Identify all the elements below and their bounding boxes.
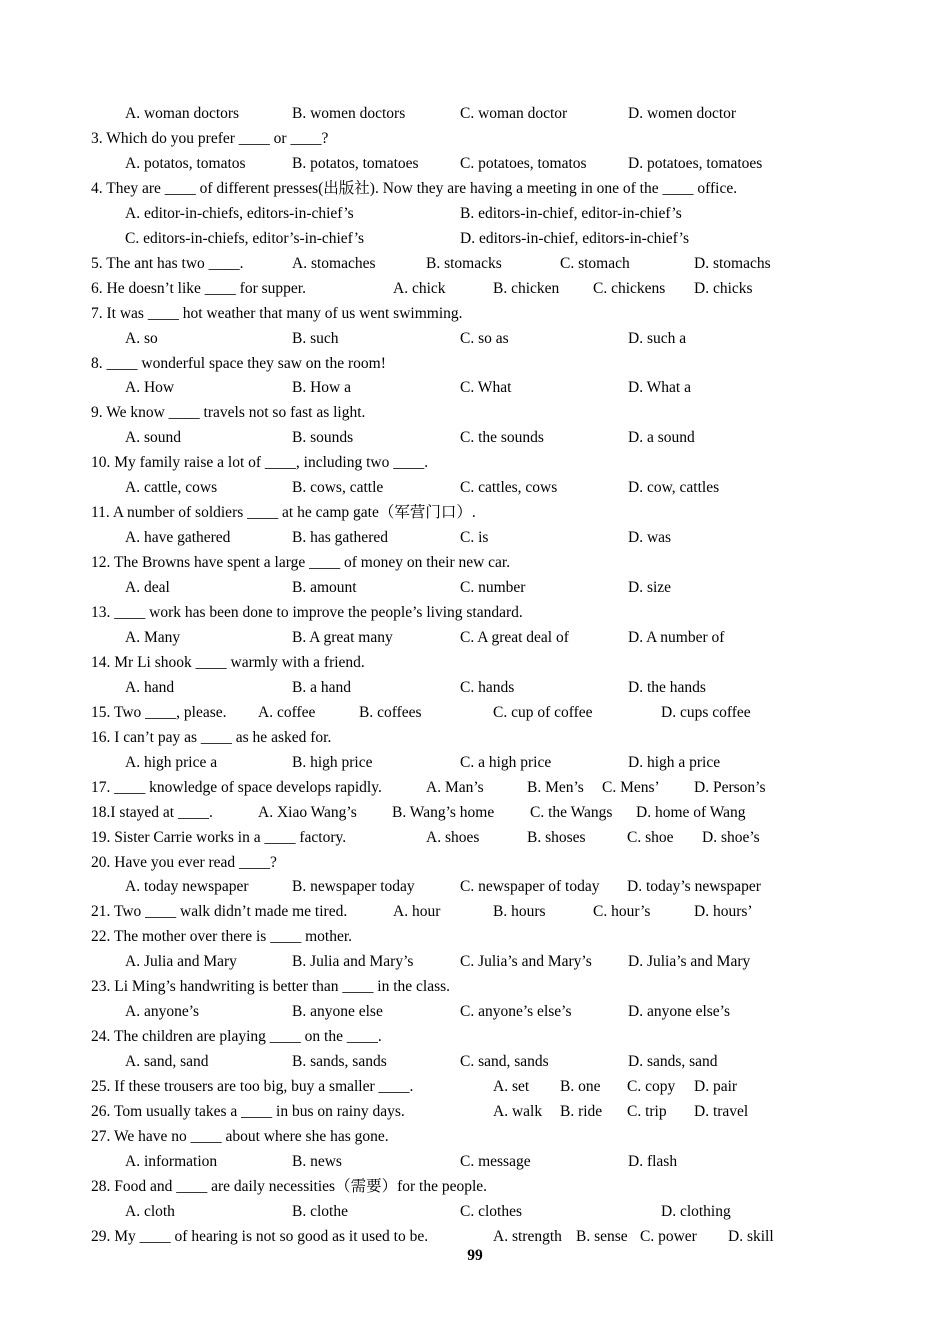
answer-option: B. sense bbox=[576, 1227, 628, 1245]
answer-option: B. A great many bbox=[292, 628, 393, 646]
options-row bbox=[0, 1050, 950, 1074]
answer-option: A. Xiao Wang’s bbox=[258, 803, 357, 821]
question-text: 28. Food and ____ are daily necessities（需要）for the people. bbox=[91, 1177, 488, 1195]
answer-option: A. deal bbox=[125, 579, 170, 597]
question-text: 25. If these trousers are too big, buy a smaller ____. bbox=[91, 1078, 414, 1096]
question-text: 3. Which do you prefer ____ or ____? bbox=[91, 129, 329, 147]
answer-option: D. sands, sand bbox=[628, 1053, 718, 1071]
answer-option: C. newspaper of today bbox=[460, 878, 600, 896]
answer-option: B. chicken bbox=[493, 279, 560, 297]
question-row bbox=[0, 277, 950, 301]
answer-option: C. is bbox=[460, 529, 489, 547]
question-row bbox=[0, 177, 950, 201]
answer-option: B. shoses bbox=[527, 828, 586, 846]
answer-option: C. A great deal of bbox=[460, 628, 569, 646]
answer-option: D. clothing bbox=[661, 1202, 731, 1220]
answer-option: C. Julia’s and Mary’s bbox=[460, 953, 592, 971]
answer-option: D. pair bbox=[694, 1078, 738, 1096]
question-text: 4. They are ____ of different presses(出版社). Now they are having a meeting in one of the ____ office. bbox=[91, 179, 738, 197]
answer-option: A. sand, sand bbox=[125, 1053, 209, 1071]
answer-option: D. travel bbox=[694, 1103, 749, 1120]
answer-option: D. cow, cattles bbox=[628, 479, 720, 497]
answer-option: D. the hands bbox=[628, 678, 706, 696]
options-row bbox=[0, 202, 950, 226]
question-row bbox=[0, 651, 950, 675]
answer-option: B. amount bbox=[292, 579, 357, 597]
question-text: 10. My family raise a lot of ____, including two ____. bbox=[91, 454, 429, 472]
answer-option: A. Julia and Mary bbox=[125, 953, 237, 971]
answer-option: C. cup of coffee bbox=[493, 703, 593, 721]
answer-option: B. coffees bbox=[359, 703, 422, 721]
options-row bbox=[0, 152, 950, 176]
answer-option: B. Julia and Mary’s bbox=[292, 953, 414, 971]
answer-option: B. high price bbox=[292, 753, 373, 771]
answer-option: B. has gathered bbox=[292, 529, 388, 547]
question-text: 16. I can’t pay as ____ as he asked for. bbox=[91, 728, 332, 746]
answer-option: A. chick bbox=[393, 279, 446, 297]
answer-option: D. such a bbox=[628, 329, 687, 347]
question-row bbox=[0, 1225, 950, 1249]
question-row bbox=[0, 826, 950, 850]
answer-option: A. anyone’s bbox=[125, 1003, 200, 1021]
answer-option: D. home of Wang bbox=[636, 803, 746, 821]
answer-option: A. woman doctors bbox=[125, 105, 240, 122]
question-row bbox=[0, 1125, 950, 1149]
question-row bbox=[0, 801, 950, 825]
answer-option: D. shoe’s bbox=[702, 828, 760, 846]
answer-option: C. power bbox=[640, 1227, 697, 1245]
answer-option: B. a hand bbox=[292, 678, 351, 696]
answer-option: C. chickens bbox=[593, 279, 666, 297]
question-text: 22. The mother over there is ____ mother. bbox=[91, 928, 353, 946]
answer-option: B. clothe bbox=[292, 1202, 348, 1220]
question-row bbox=[0, 451, 950, 475]
answer-option: A. strength bbox=[493, 1227, 562, 1245]
answer-option: D. high a price bbox=[628, 753, 721, 771]
answer-option: B. anyone else bbox=[292, 1003, 383, 1021]
answer-option: D. hours’ bbox=[694, 903, 753, 921]
question-text: 12. The Browns have spent a large ____ of money on their new car. bbox=[91, 554, 511, 572]
question-row bbox=[0, 776, 950, 800]
question-text: 19. Sister Carrie works in a ____ factory. bbox=[91, 828, 347, 846]
answer-option: A. cattle, cows bbox=[125, 479, 218, 497]
answer-option: C. woman doctor bbox=[460, 105, 568, 122]
question-row bbox=[0, 900, 950, 924]
answer-option: C. copy bbox=[627, 1078, 676, 1096]
question-text: 9. We know ____ travels not so fast as light. bbox=[91, 404, 366, 422]
answer-option: C. number bbox=[460, 579, 526, 597]
question-text: 21. Two ____ walk didn’t made me tired. bbox=[91, 903, 348, 921]
options-row bbox=[0, 1000, 950, 1024]
page-number: 99 bbox=[467, 1247, 483, 1264]
question-row bbox=[0, 726, 950, 750]
question-text: 26. Tom usually takes a ____ in bus on rainy days. bbox=[91, 1103, 405, 1120]
options-row bbox=[0, 1150, 950, 1174]
answer-option: C. message bbox=[460, 1152, 531, 1170]
question-row bbox=[0, 1075, 950, 1099]
answer-option: A. sound bbox=[125, 429, 181, 447]
answer-option: A. stomaches bbox=[292, 254, 376, 272]
question-row bbox=[0, 701, 950, 725]
answer-option: C. trip bbox=[627, 1103, 667, 1120]
question-text: 5. The ant has two ____. bbox=[91, 254, 244, 272]
question-text: 17. ____ knowledge of space develops rapidly. bbox=[91, 778, 382, 796]
answer-option: C. editors-in-chiefs, editor’s-in-chief’s bbox=[125, 229, 365, 247]
answer-option: A. coffee bbox=[258, 703, 316, 721]
question-text: 18.I stayed at ____. bbox=[91, 803, 213, 821]
options-row bbox=[0, 950, 950, 974]
answer-option: C. hour’s bbox=[593, 903, 651, 921]
answer-option: A. walk bbox=[493, 1103, 543, 1120]
options-row bbox=[0, 1200, 950, 1224]
question-row bbox=[0, 551, 950, 575]
options-row bbox=[0, 102, 950, 126]
answer-option: D. women doctor bbox=[628, 105, 737, 122]
answer-option: C. clothes bbox=[460, 1202, 522, 1220]
answer-option: B. women doctors bbox=[292, 105, 406, 122]
options-row bbox=[0, 576, 950, 600]
answer-option: D. Person’s bbox=[694, 778, 766, 796]
answer-option: D. size bbox=[628, 579, 672, 597]
answer-option: C. stomach bbox=[560, 254, 630, 272]
answer-option: D. What a bbox=[628, 379, 691, 397]
answer-option: D. chicks bbox=[694, 279, 753, 297]
answer-option: A. set bbox=[493, 1078, 530, 1096]
answer-option: A. shoes bbox=[426, 828, 480, 846]
question-row bbox=[0, 1025, 950, 1049]
question-row bbox=[0, 352, 950, 376]
answer-option: D. potatoes, tomatoes bbox=[628, 154, 763, 172]
answer-option: A. today newspaper bbox=[125, 878, 249, 896]
answer-option: C. Mens’ bbox=[602, 778, 660, 796]
answer-option: C. the Wangs bbox=[530, 803, 613, 821]
answer-option: A. so bbox=[125, 329, 158, 347]
question-text: 20. Have you ever read ____? bbox=[91, 853, 277, 871]
options-row bbox=[0, 526, 950, 550]
answer-option: C. potatoes, tomatos bbox=[460, 154, 587, 172]
answer-option: B. Men’s bbox=[527, 778, 584, 796]
question-row bbox=[0, 302, 950, 326]
question-text: 8. ____ wonderful space they saw on the room! bbox=[91, 354, 386, 372]
answer-option: B. Wang’s home bbox=[392, 803, 495, 821]
answer-option: D. was bbox=[628, 529, 672, 547]
answer-option: B. sounds bbox=[292, 429, 354, 447]
answer-option: A. high price a bbox=[125, 753, 218, 771]
answer-option: B. news bbox=[292, 1152, 342, 1170]
question-row bbox=[0, 127, 950, 151]
options-row bbox=[0, 376, 950, 400]
answer-option: B. such bbox=[292, 329, 339, 347]
answer-option: C. the sounds bbox=[460, 429, 544, 447]
answer-option: D. flash bbox=[628, 1152, 678, 1170]
answer-option: D. a sound bbox=[628, 429, 695, 447]
question-row bbox=[0, 501, 950, 525]
answer-option: D. stomachs bbox=[694, 254, 771, 272]
options-row bbox=[0, 626, 950, 650]
question-text: 6. He doesn’t like ____ for supper. bbox=[91, 279, 306, 297]
answer-option: A. Man’s bbox=[426, 778, 484, 796]
answer-option: B. How a bbox=[292, 379, 351, 397]
question-text: 23. Li Ming’s handwriting is better than ____ in the class. bbox=[91, 978, 451, 996]
answer-option: D. cups coffee bbox=[661, 703, 751, 721]
answer-option: B. hours bbox=[493, 903, 546, 921]
question-text: 7. It was ____ hot weather that many of us went swimming. bbox=[91, 304, 463, 322]
answer-option: C. so as bbox=[460, 329, 509, 347]
answer-option: C. a high price bbox=[460, 753, 552, 771]
answer-option: C. anyone’s else’s bbox=[460, 1003, 572, 1021]
question-row bbox=[0, 851, 950, 875]
answer-option: B. potatos, tomatoes bbox=[292, 154, 419, 172]
question-text: 27. We have no ____ about where she has gone. bbox=[91, 1127, 389, 1145]
answer-option: A. Many bbox=[125, 628, 181, 646]
question-text: 15. Two ____, please. bbox=[91, 703, 227, 721]
question-row bbox=[0, 401, 950, 425]
answer-option: A. have gathered bbox=[125, 529, 231, 547]
question-row bbox=[0, 1175, 950, 1199]
question-row bbox=[0, 1100, 950, 1124]
answer-option: A. potatos, tomatos bbox=[125, 154, 246, 172]
answer-option: B. stomacks bbox=[426, 254, 502, 272]
options-row bbox=[0, 676, 950, 700]
answer-option: A. information bbox=[125, 1152, 218, 1170]
answer-option: C. hands bbox=[460, 678, 515, 696]
answer-option: B. ride bbox=[560, 1103, 603, 1120]
answer-option: B. newspaper today bbox=[292, 878, 415, 896]
question-row bbox=[0, 975, 950, 999]
question-row bbox=[0, 601, 950, 625]
answer-option: A. cloth bbox=[125, 1202, 175, 1220]
answer-option: A. How bbox=[125, 379, 175, 397]
options-row bbox=[0, 875, 950, 899]
answer-option: D. today’s newspaper bbox=[627, 878, 761, 896]
answer-option: C. shoe bbox=[627, 828, 674, 846]
question-text: 24. The children are playing ____ on the ____. bbox=[91, 1028, 382, 1046]
answer-option: B. editors-in-chief, editor-in-chief’s bbox=[460, 204, 682, 222]
answer-option: A. hour bbox=[393, 903, 441, 921]
answer-option: D. Julia’s and Mary bbox=[628, 953, 751, 971]
question-row bbox=[0, 252, 950, 276]
options-row bbox=[0, 327, 950, 351]
question-text: 14. Mr Li shook ____ warmly with a friend. bbox=[91, 653, 365, 671]
answer-option: D. skill bbox=[728, 1227, 774, 1245]
question-text: 29. My ____ of hearing is not so good as it used to be. bbox=[91, 1227, 429, 1245]
answer-option: B. one bbox=[560, 1078, 601, 1096]
options-row bbox=[0, 751, 950, 775]
answer-option: C. cattles, cows bbox=[460, 479, 558, 497]
answer-option: D. A number of bbox=[628, 628, 725, 646]
answer-option: D. editors-in-chief, editors-in-chief’s bbox=[460, 229, 689, 247]
question-text: 13. ____ work has been done to improve the people’s living standard. bbox=[91, 604, 523, 621]
options-row bbox=[0, 227, 950, 251]
answer-option: B. cows, cattle bbox=[292, 479, 384, 497]
answer-option: D. anyone else’s bbox=[628, 1003, 731, 1021]
answer-option: C. sand, sands bbox=[460, 1053, 549, 1071]
question-row bbox=[0, 925, 950, 949]
answer-option: B. sands, sands bbox=[292, 1053, 387, 1071]
answer-option: A. editor-in-chiefs, editors-in-chief’s bbox=[125, 204, 354, 222]
options-row bbox=[0, 426, 950, 450]
answer-option: C. What bbox=[460, 379, 512, 397]
options-row bbox=[0, 476, 950, 500]
answer-option: A. hand bbox=[125, 678, 175, 696]
question-text: 11. A number of soldiers ____ at he camp gate（军营门口）. bbox=[91, 504, 476, 522]
